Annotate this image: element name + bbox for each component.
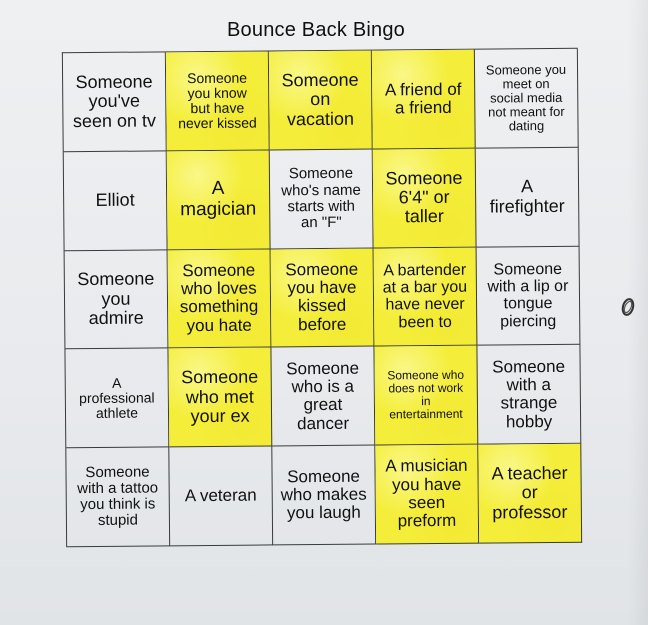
bingo-cell [65, 250, 169, 350]
cell-text: Someone who does not work in entertainment [387, 368, 465, 422]
bingo-cell [63, 52, 167, 152]
bingo-cell-highlighted [168, 249, 272, 349]
cell-text: A bartender at a bar you have never been to [382, 261, 468, 332]
bingo-cell-highlighted [167, 150, 271, 250]
cell-text: Someone who makes you laugh [280, 466, 367, 523]
cell-text: Someone you've seen on tv [72, 71, 157, 131]
cell-text: Someone you have kissed before [285, 259, 359, 335]
cell-text: Someone who loves something you hate [179, 260, 259, 336]
cell-text: Someone you meet on social media not meant for dating [485, 61, 567, 134]
pen-scribble-icon [618, 296, 638, 318]
page-title: Bounce Back Bingo [227, 19, 405, 41]
bingo-cell [476, 148, 580, 248]
bingo-cell-highlighted [478, 444, 582, 544]
bingo-cell-highlighted [271, 248, 375, 348]
bingo-cell [65, 349, 169, 449]
bingo-cell-highlighted [372, 50, 476, 150]
cell-text: A firefighter [489, 176, 565, 217]
bingo-cell-highlighted [374, 346, 478, 446]
cell-text: A teacher or professor [491, 462, 568, 523]
cell-text: Someone with a strange hobby [492, 356, 566, 432]
bingo-cell-highlighted [373, 148, 477, 248]
bingo-cell [66, 448, 170, 548]
bingo-cell [272, 446, 376, 546]
cell-text: Someone who is a great dancer [286, 358, 360, 433]
bingo-cell [475, 49, 579, 149]
bingo-cell [64, 151, 168, 251]
bingo-cell-highlighted [166, 51, 270, 151]
cell-text: Someone on vacation [281, 69, 359, 129]
bingo-cell [477, 345, 581, 445]
cell-text: Someone you know but have never kissed [178, 69, 257, 132]
cell-text: A magician [180, 178, 257, 220]
bingo-cell [169, 447, 273, 547]
cell-text: A professional athlete [79, 374, 155, 421]
cell-text: Someone with a lip or tongue piercing [487, 260, 569, 331]
bingo-cell-highlighted [168, 348, 272, 448]
bingo-cell-highlighted [375, 445, 479, 545]
bingo-grid [62, 48, 582, 547]
bingo-cell [477, 246, 581, 346]
bingo-cell [270, 149, 374, 249]
cell-text: Someone you admire [77, 268, 155, 329]
cell-text: Someone who's name starts with an "F" [281, 165, 361, 232]
bingo-cell-highlighted [269, 51, 373, 151]
cell-text: A friend of a friend [384, 79, 462, 118]
bingo-cell-highlighted [374, 247, 478, 347]
cell-text: Elliot [95, 189, 135, 210]
bingo-cell [271, 347, 375, 447]
cell-text: Someone who met your ex [181, 366, 259, 427]
cell-text: Someone 6'4" or taller [385, 167, 463, 227]
cell-text: Someone with a tattoo you think is stupid [77, 463, 159, 530]
cell-text: A musician you have seen preform [385, 456, 468, 531]
cell-text: A veteran [184, 485, 257, 506]
